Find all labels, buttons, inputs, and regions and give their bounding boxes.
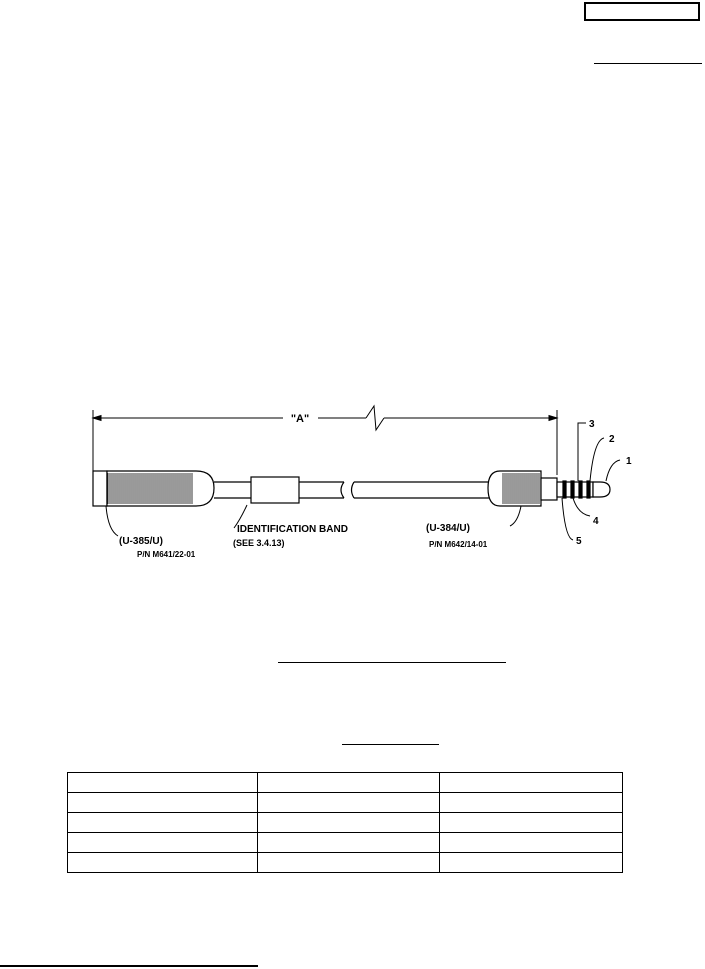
callout-1: 1 <box>626 456 632 467</box>
table-cell <box>68 833 258 853</box>
band-reference: (SEE 3.4.13) <box>233 538 285 548</box>
table-cell <box>68 853 258 873</box>
table-cell <box>440 853 623 873</box>
header-box <box>584 2 700 21</box>
table-title-underline <box>342 744 439 745</box>
table-cell <box>258 853 440 873</box>
table-cell <box>68 813 258 833</box>
plug-tip <box>557 481 610 498</box>
footnote-rule <box>0 965 258 967</box>
callout-3: 3 <box>589 419 595 430</box>
callout-4: 4 <box>593 516 599 527</box>
right-connector <box>488 471 557 506</box>
table-cell <box>440 793 623 813</box>
header-underline <box>594 63 702 64</box>
table-row <box>68 833 623 853</box>
table-row <box>68 793 623 813</box>
identification-band <box>251 477 299 503</box>
table-row <box>68 773 623 793</box>
table-cell <box>258 793 440 813</box>
cable-assembly-drawing <box>0 395 705 575</box>
data-table <box>67 772 623 873</box>
callout-5: 5 <box>576 536 582 547</box>
table-cell <box>258 773 440 793</box>
table-cell <box>440 773 623 793</box>
caption-underline <box>278 662 506 663</box>
right-connector-part-number: P/N M642/14-01 <box>429 540 488 549</box>
table-cell <box>440 833 623 853</box>
dimension-label: "A" <box>290 413 310 425</box>
table-cell <box>258 833 440 853</box>
left-connector-part-number: P/N M641/22-01 <box>137 550 196 559</box>
callout-2: 2 <box>609 434 615 445</box>
table-cell <box>68 793 258 813</box>
left-connector-model: (U-385/U) <box>119 536 163 547</box>
right-connector-model: (U-384/U) <box>426 523 470 534</box>
left-connector <box>93 471 214 506</box>
table-row <box>68 853 623 873</box>
cable-right <box>352 482 499 498</box>
dimension-line <box>93 406 557 475</box>
table-row <box>68 813 623 833</box>
table-cell <box>258 813 440 833</box>
table-cell <box>68 773 258 793</box>
table-cell <box>440 813 623 833</box>
band-label: IDENTIFICATION BAND <box>237 524 348 535</box>
